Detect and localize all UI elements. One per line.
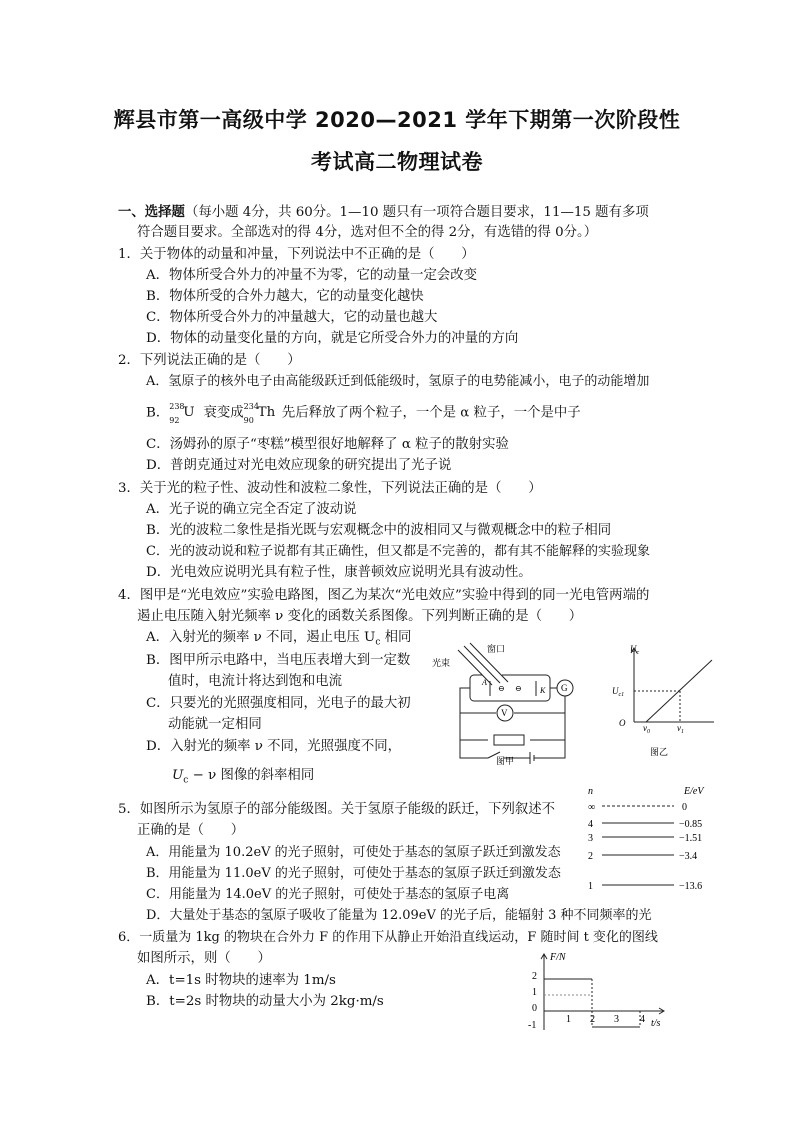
q5-stem-1: 5．如图所示为氢原子的部分能级图。关于氢原子能级的跃迁，下列叙述不 <box>118 802 556 817</box>
q2-stem: 2．下列说法正确的是（ ） <box>118 353 301 368</box>
q4-option-d-2-text: − ν 图像的斜率相同 <box>188 768 315 783</box>
q4-option-a-text: A．入射光的频率 ν 不同，遏止电压 U <box>146 630 376 645</box>
cathode-label: K <box>540 686 546 695</box>
section-heading: 一、选择题 <box>118 205 185 220</box>
q4-option-c-2: 动能就一定相同 <box>168 717 262 732</box>
q3-option-d: D．光电效应说明光具有粒子性，康普顿效应说明光具有波动性。 <box>146 565 532 580</box>
level-n-2: 2 <box>588 851 593 862</box>
q4-option-a <box>146 628 411 653</box>
anode-label: A <box>482 678 487 687</box>
q4-option-d-2 <box>172 766 314 791</box>
thorium-mass-number: 234 <box>243 402 259 411</box>
level-e-1: −13.6 <box>679 881 703 892</box>
n-header: n <box>588 786 593 797</box>
electron-2: ⊖ <box>515 684 522 693</box>
thorium-nuclide <box>244 403 278 423</box>
section-instructions-1: （每小题 4分，共 60分。1—10 题只有一项符合题目要求，11—15 题有多项 <box>184 205 649 220</box>
force-time-graph <box>522 948 672 1033</box>
light-beam-1 <box>458 650 492 685</box>
electron-1: ⊖ <box>498 684 505 693</box>
stopping-voltage-graph <box>610 640 720 765</box>
v0-label: $\nu_0$ <box>643 723 650 735</box>
q2-option-b-prefix: B． <box>146 405 170 421</box>
level-e-inf: 0 <box>682 802 687 813</box>
circuit-wire-left <box>460 688 488 740</box>
window-label: 窗口 <box>487 644 506 654</box>
q4-stem-1: 4．图甲是“光电效应”实验电路图，图乙为某次“光电效应”实验中得到的同一光电管两端的 <box>118 588 650 603</box>
exam-title-line2: 考试高二物理试卷 <box>311 150 483 174</box>
q4-option-c-1: C．只要光的光照强度相同，光电子的最大初 <box>146 696 411 711</box>
q3-option-c: C．光的波动说和粒子说都有其正确性，但又都是不完善的，都有其不能解释的实验现象 <box>146 544 650 559</box>
origin-label: O <box>619 718 626 728</box>
q1-option-a: A．物体所受合外力的冲量不为零，它的动量一定会改变 <box>146 268 478 283</box>
q5-option-d: D．大量处于基态的氢原子吸收了能量为 12.09eV 的光子后，能辐射 3 种不同频率的光 <box>146 908 652 923</box>
q5-option-a: A．用能量为 10.2eV 的光子照射，可使处于基态的氢原子跃迁到激发态 <box>146 845 561 860</box>
q5-option-b: B．用能量为 11.0eV 的光子照射，可使处于基态的氢原子跃迁到激发态 <box>146 866 561 881</box>
q3-stem: 3．关于光的粒子性、波动性和波粒二象性，下列说法正确的是（ ） <box>118 481 542 496</box>
q6-option-a: A．t=1s 时物块的速率为 1m/s <box>146 973 336 988</box>
level-e-2: −3.4 <box>679 851 698 862</box>
q5-stem-2: 正确的是（ ） <box>137 823 245 838</box>
q2-option-b-rest: 先后释放了两个粒子，一个是 α 粒子，一个是中子 <box>277 405 581 421</box>
q6-stem-1: 6．一质量为 1kg 的物块在合外力 F 的作用下从静止开始沿直线运动，F 随时间 t 变化的图线 <box>118 930 658 945</box>
uranium-mass-number: 238 <box>169 402 185 411</box>
q4-stem-2: 遏止电压随入射光频率 ν 变化的函数关系图像。下列判断正确的是（ ） <box>137 609 583 624</box>
light-label: 光束 <box>432 658 451 668</box>
q3-option-a: A．光子说的确立完全否定了波动说 <box>146 502 357 517</box>
uc-sub: c <box>183 775 189 786</box>
q5-option-c: C．用能量为 14.0eV 的光子照射，可使处于基态的氢原子电离 <box>146 887 510 902</box>
ft-ytick-0: 0 <box>532 1003 537 1014</box>
q4-option-d-1: D．入射光的频率 ν 不同，光照强度不同， <box>146 739 402 754</box>
level-n-3: 3 <box>588 833 593 844</box>
ft-ytick-2: 2 <box>532 971 537 982</box>
galvanometer-label: G <box>561 683 568 693</box>
ft-ytick-neg1: -1 <box>528 1020 537 1031</box>
thorium-atomic-number: 90 <box>243 416 254 425</box>
photoelectric-circuit-figure <box>430 640 580 765</box>
rheostat <box>494 735 524 745</box>
level-e-4: −0.85 <box>679 819 703 830</box>
hydrogen-energy-levels <box>582 782 722 894</box>
v1-label: $\nu_1$ <box>677 723 684 735</box>
ft-x-label: t/s <box>651 1018 661 1029</box>
y-axis-label: $U_c$ <box>630 644 640 656</box>
figure-yi-caption: 图乙 <box>650 747 669 757</box>
q6-stem-2: 如图所示，则（ ） <box>137 951 271 966</box>
battery-wire-2 <box>534 740 565 758</box>
ft-y-label: F/N <box>550 952 566 963</box>
section-instructions-2: 符合题目要求。全部选对的得 4分，选对但不全的得 2分，有选错的得 0分。） <box>137 225 598 240</box>
ft-ytick-1: 1 <box>532 987 537 998</box>
circuit-wire-g <box>530 696 565 740</box>
uranium-symbol: U <box>183 405 195 420</box>
q4-option-b-2: 值时，电流计将达到饱和电流 <box>168 674 343 689</box>
thorium-symbol: Th <box>257 405 276 420</box>
level-n-4: 4 <box>588 819 593 830</box>
section-instructions <box>118 203 649 223</box>
uranium-atomic-number: 92 <box>169 416 180 425</box>
q1-option-c: C．物体所受合外力的冲量越大，它的动量也越大 <box>146 310 438 325</box>
q3-option-b: B．光的波粒二象性是指光既与宏观概念中的波相同又与微观概念中的粒子相同 <box>146 523 612 538</box>
ft-xtick-3: 3 <box>614 1014 619 1025</box>
q1-option-d: D．物体的动量变化量的方向，就是它所受合外力的冲量的方向 <box>146 331 519 346</box>
ft-xtick-1: 1 <box>566 1014 571 1025</box>
ft-xtick-2: 2 <box>590 1014 595 1025</box>
uc-symbol: U <box>172 768 184 783</box>
ft-xtick-4: 4 <box>640 1014 645 1025</box>
q2-option-b-mid: 衰变成 <box>199 405 244 421</box>
level-n-1: 1 <box>588 881 593 892</box>
q1-option-b: B．物体所受的合外力越大，它的动量变化越快 <box>146 289 424 304</box>
exam-title-line1: 辉县市第一高级中学 2020—2021 学年下期第一次阶段性 <box>113 108 681 132</box>
level-n-inf: ∞ <box>588 802 596 813</box>
level-e-3: −1.51 <box>679 833 703 844</box>
q2-option-b <box>146 403 581 424</box>
q4-option-b-1: B．图甲所示电路中，当电压表增大到一定数 <box>146 653 411 668</box>
q1-stem: 1．关于物体的动量和冲量，下列说法中不正确的是（ ） <box>118 247 475 262</box>
q4-option-a-tail: 相同 <box>380 630 412 645</box>
voltmeter-label: V <box>501 708 508 718</box>
q6-option-b: B．t=2s 时物块的动量大小为 2kg·m/s <box>146 994 384 1009</box>
e-header: E/eV <box>684 786 704 797</box>
switch-wire <box>460 740 488 758</box>
q2-option-c: C．汤姆孙的原子“枣糕”模型很好地解释了 α 粒子的散射实验 <box>146 437 509 452</box>
uc1-label: $U_{c1}$ <box>612 686 625 698</box>
uranium-nuclide <box>169 403 199 423</box>
q4-option-a-sub: c <box>375 637 381 648</box>
q2-option-d: D．普朗克通过对光电效应现象的研究提出了光子说 <box>146 458 452 473</box>
q2-option-a: A．氢原子的核外电子由高能级跃迁到低能级时，氢原子的电势能减小，电子的动能增加 <box>146 374 650 389</box>
figure-jia-caption: 图甲 <box>496 756 515 765</box>
